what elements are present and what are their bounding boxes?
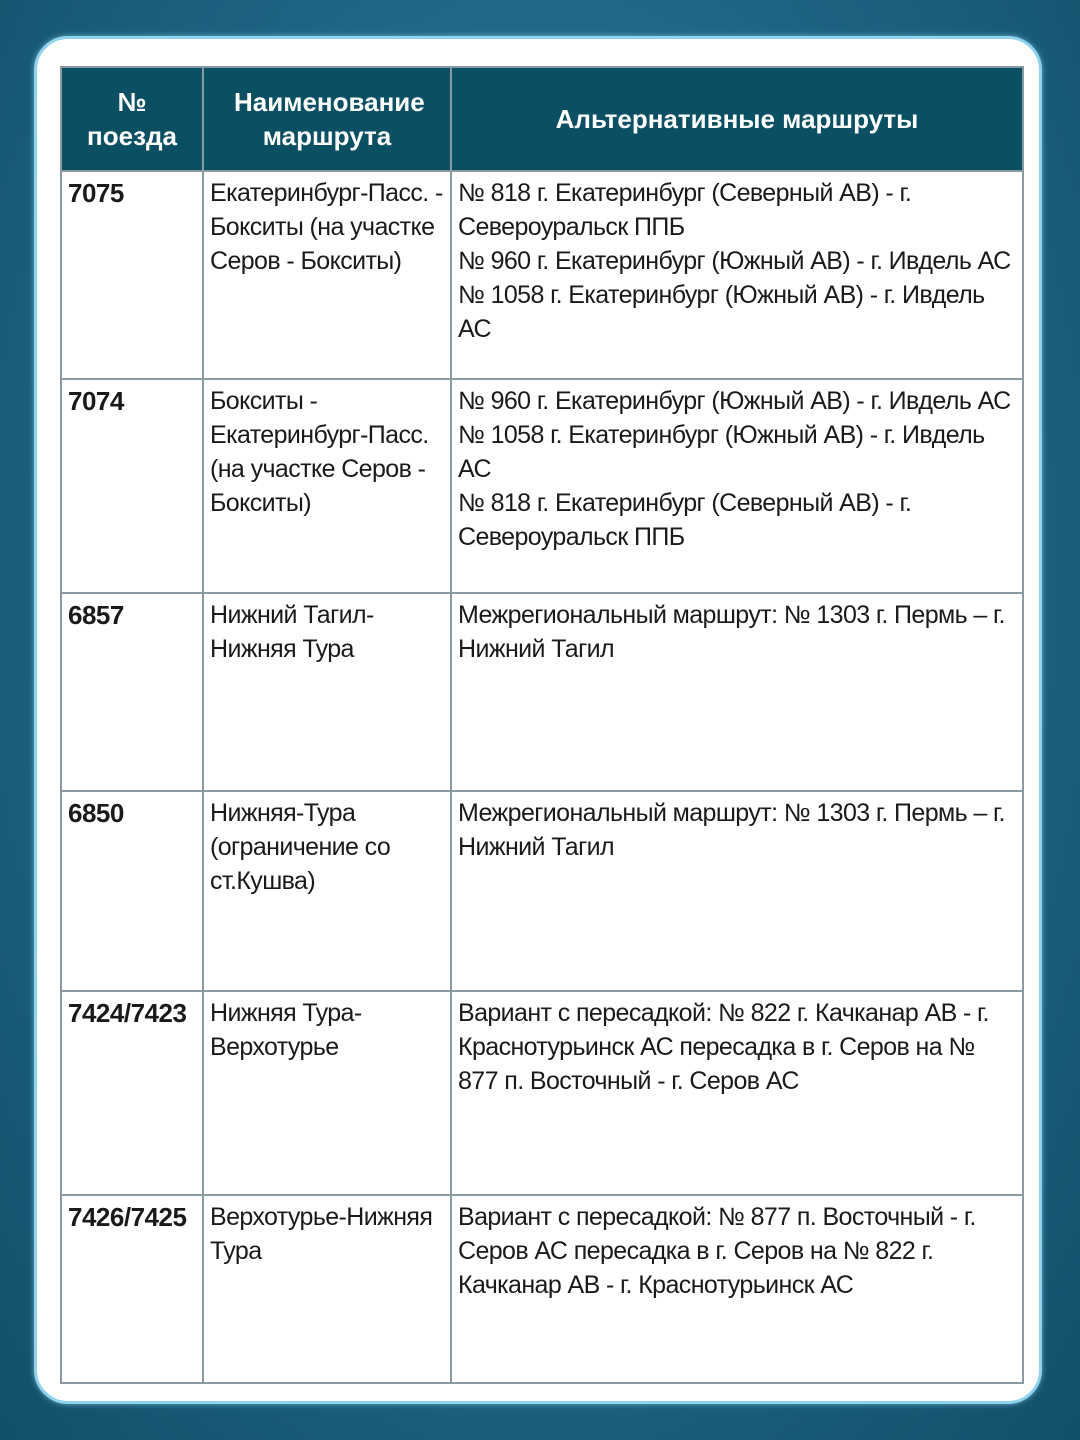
table-header-row [61, 67, 1023, 171]
route-name-cell: Екатеринбург-Пасс. - Бокситы (на участке Серов - Бокситы) [203, 171, 451, 379]
train-number-cell: 6850 [61, 791, 203, 991]
route-name-cell: Нижняя Тура-Верхотурье [203, 991, 451, 1195]
alternative-route: Межрегиональный маршрут: № 1303 г. Пермь – г. Нижний Тагил [458, 601, 1005, 663]
train-number-cell: 7074 [61, 379, 203, 593]
alternatives-cell [451, 791, 1023, 991]
alternative-route: № 1058 г. Екатеринбург (Южный АВ) - г. Ивдель АС [458, 281, 985, 343]
alternatives-cell [451, 171, 1023, 379]
table-row [61, 379, 1023, 593]
train-number-cell: 6857 [61, 593, 203, 791]
header-route-name: Наименование маршрута [203, 67, 451, 171]
table-row [61, 593, 1023, 791]
alternatives-cell [451, 1195, 1023, 1383]
table-row [61, 791, 1023, 991]
table-row [61, 1195, 1023, 1383]
alternatives-cell [451, 593, 1023, 791]
table-row [61, 991, 1023, 1195]
alternative-route: Вариант с пересадкой: № 877 п. Восточный - г. Серов АС пересадка в г. Серов на № 822 г. Качканар АВ - г. Краснотурьинск АС [458, 1203, 976, 1299]
alternative-route: Межрегиональный маршрут: № 1303 г. Пермь – г. Нижний Тагил [458, 799, 1005, 861]
train-number-cell: 7424/7423 [61, 991, 203, 1195]
route-name-cell: Верхотурье-Нижняя Тура [203, 1195, 451, 1383]
header-train-number: № поезда [61, 67, 203, 171]
table-row [61, 171, 1023, 379]
alternative-route: № 818 г. Екатеринбург (Северный АВ) - г. Североуральск ППБ [458, 179, 912, 241]
alternative-routes-table [60, 66, 1024, 1384]
alternative-route: № 1058 г. Екатеринбург (Южный АВ) - г. Ивдель АС [458, 421, 985, 483]
alternative-route: № 818 г. Екатеринбург (Северный АВ) - г. Североуральск ППБ [458, 489, 912, 551]
alternative-route: № 960 г. Екатеринбург (Южный АВ) - г. Ивдель АС [458, 387, 1011, 415]
train-number-cell: 7426/7425 [61, 1195, 203, 1383]
alternative-route: № 960 г. Екатеринбург (Южный АВ) - г. Ивдель АС [458, 247, 1011, 275]
route-name-cell: Нижняя-Тура (ограничение со ст.Кушва) [203, 791, 451, 991]
route-name-cell: Нижний Тагил-Нижняя Тура [203, 593, 451, 791]
header-alternative-routes: Альтернативные маршруты [451, 67, 1023, 171]
alternatives-cell [451, 991, 1023, 1195]
alternatives-cell [451, 379, 1023, 593]
route-name-cell: Бокситы - Екатеринбург-Пасс. (на участке Серов - Бокситы) [203, 379, 451, 593]
train-number-cell: 7075 [61, 171, 203, 379]
alternative-route: Вариант с пересадкой: № 822 г. Качканар АВ - г. Краснотурьинск АС пересадка в г. Серов на № 877 п. Восточный - г. Серов АС [458, 999, 989, 1095]
